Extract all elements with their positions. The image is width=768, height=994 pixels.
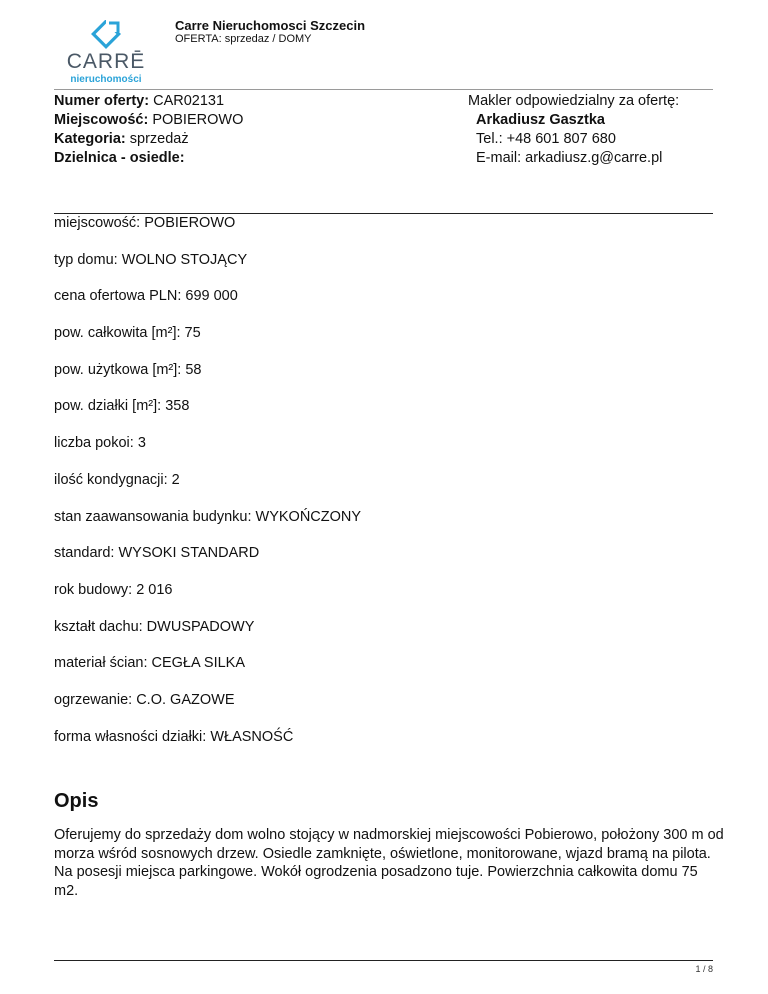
page-number: 1 / 8 [695, 964, 713, 974]
field-wall-material: materiał ścian: CEGŁA SILKA [54, 655, 245, 672]
field-plot-ownership: forma własności działki: WŁASNOŚĆ [54, 728, 294, 745]
footer-divider [54, 960, 713, 961]
offer-number-row [54, 92, 243, 111]
company-name: Carre Nieruchomosci Szczecin [175, 18, 366, 33]
agent-title: Makler odpowiedzialny za ofertę: [468, 93, 680, 109]
field-plot-area: pow. działki [m²]: 358 [54, 398, 190, 415]
property-details [54, 214, 361, 764]
agent-phone[interactable]: Tel.: +48 601 807 680 [476, 131, 616, 147]
offer-number-value: CAR02131 [153, 93, 225, 109]
field-rooms: liczba pokoi: 3 [54, 435, 146, 452]
offer-number-label: Numer oferty: [54, 93, 150, 109]
locality-label: Miejscowość: [54, 112, 149, 128]
description-text: Oferujemy do sprzedaży dom wolno stojący w nadmorskiej miejscowości Pobierowo, położony 300 m od morza wśród sosnowych drzew. Osiedle zamknięte, oświetlone, monitorowane, wjazd bramą na pilota. Na posesji miejsca parkingowe. Wokół ogrodzenia posadzono tuje. Powierzchnia całkowita domu 75 m2. [54, 827, 724, 899]
field-roof-shape: kształt dachu: DWUSPADOWY [54, 618, 255, 635]
header-divider [54, 89, 713, 90]
offer-info [54, 92, 243, 168]
logo-subtitle: nieruchomości [70, 74, 142, 85]
field-total-area: pow. całkowita [m²]: 75 [54, 325, 201, 342]
field-floors: ilość kondygnacji: 2 [54, 471, 180, 488]
category-row [54, 130, 243, 149]
field-house-type: typ domu: WOLNO STOJĄCY [54, 251, 248, 268]
district-label: Dzielnica - osiedle: [54, 150, 185, 166]
locality-value: POBIEROWO [152, 112, 244, 128]
field-build-stage: stan zaawansowania budynku: WYKOŃCZONY [54, 508, 362, 525]
diamond-arrow-icon [58, 20, 154, 50]
field-locality: miejscowość: POBIEROWO [54, 215, 236, 231]
field-standard: standard: WYSOKI STANDARD [54, 545, 260, 562]
field-heating: ogrzewanie: C.O. GAZOWE [54, 691, 235, 708]
field-price: cena ofertowa PLN: 699 000 [54, 288, 238, 305]
logo-wordmark: CARRĒ [66, 50, 146, 73]
description-title: Opis [54, 790, 99, 812]
offer-type: OFERTA: sprzedaz / DOMY [175, 33, 312, 45]
company-logo [58, 20, 154, 86]
field-usable-area: pow. użytkowa [m²]: 58 [54, 361, 202, 378]
category-value: sprzedaż [129, 131, 189, 147]
agent-info [468, 92, 679, 168]
district-row [54, 149, 243, 168]
locality-row [54, 111, 243, 130]
category-label: Kategoria: [54, 131, 126, 147]
field-build-year: rok budowy: 2 016 [54, 581, 173, 598]
agent-name: Arkadiusz Gasztka [476, 112, 605, 128]
agent-email[interactable]: E-mail: arkadiusz.g@carre.pl [476, 150, 663, 166]
